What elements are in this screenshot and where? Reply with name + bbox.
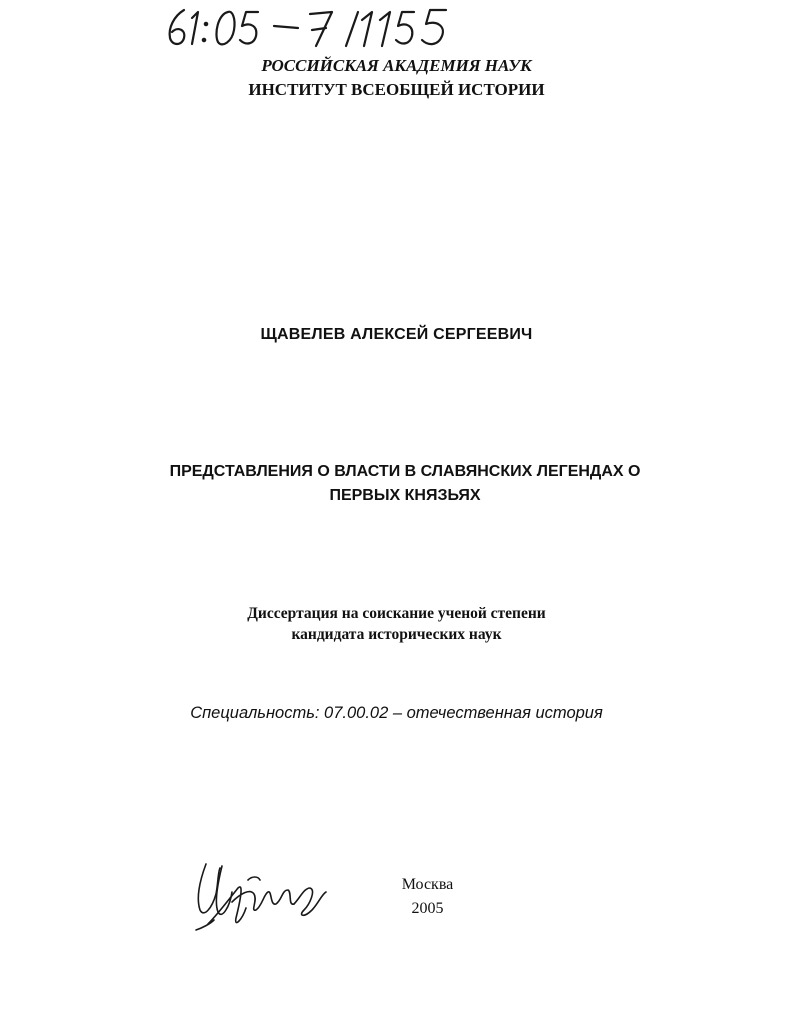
thesis-title-line-2: ПЕРВЫХ КНЯЗЬЯХ xyxy=(329,487,481,504)
degree-line-1: Диссертация на соискание ученой степени xyxy=(247,605,546,622)
organization-header xyxy=(0,54,793,102)
thesis-title-line-1: ПРЕДСТАВЛЕНИЯ О ВЛАСТИ В СЛАВЯНСКИХ ЛЕГЕНДАХ О xyxy=(169,463,641,480)
speciality-line: Специальность: 07.00.02 – отечественная история xyxy=(190,704,603,722)
city: Москва xyxy=(401,876,454,893)
handwritten-archive-number xyxy=(162,4,452,50)
degree-statement xyxy=(0,603,793,645)
thesis-title xyxy=(120,460,690,508)
academy-name: РОССИЙСКАЯ АКАДЕМИЯ НАУК xyxy=(261,56,532,75)
degree-line-2: кандидата исторических наук xyxy=(291,626,502,643)
author-name: ЩАВЕЛЕВ АЛЕКСЕЙ СЕРГЕЕВИЧ xyxy=(260,326,533,343)
year: 2005 xyxy=(411,900,444,917)
place-and-year xyxy=(370,873,485,921)
institute-name: ИНСТИТУТ ВСЕОБЩЕЙ ИСТОРИИ xyxy=(248,80,545,99)
signature xyxy=(188,858,338,936)
